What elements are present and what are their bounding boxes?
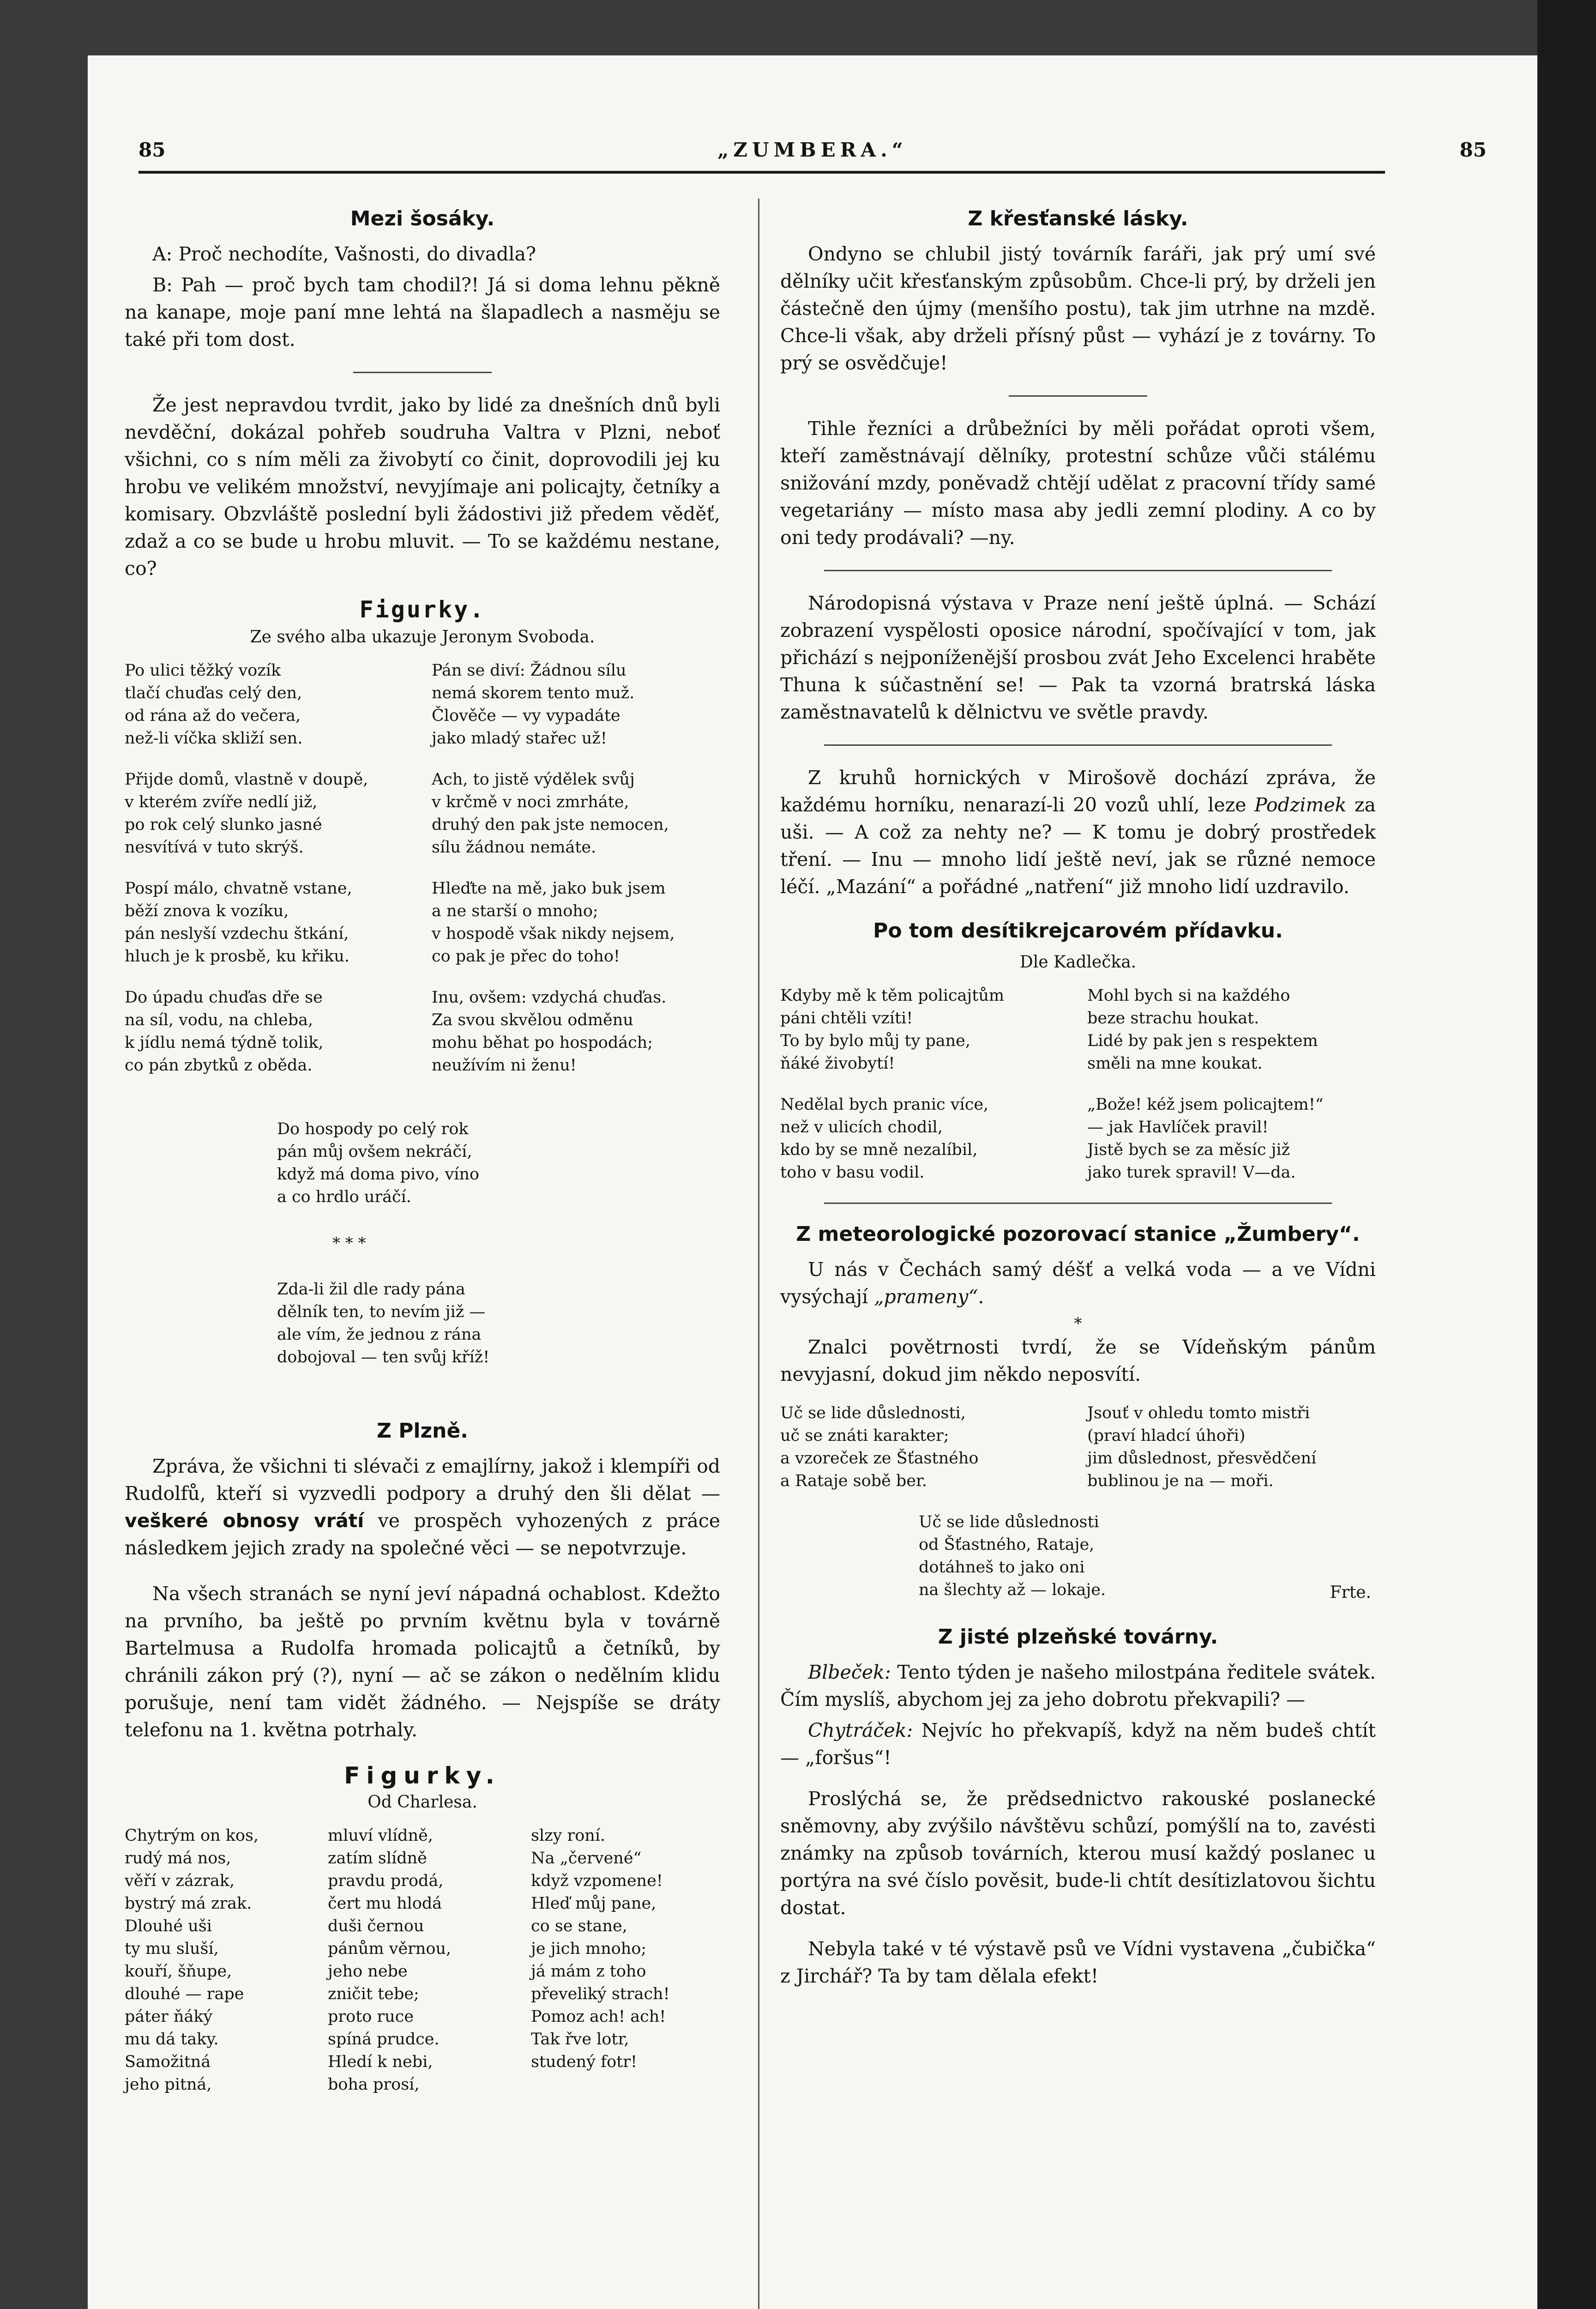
- dialogue-line: A: Proč nechodíte, Vašnosti, do divadla?: [152, 243, 536, 265]
- stanza: Uč se lide důslednosti od Šťastného, Rataje, dotáhneš to jako oni na šlechty až — lokaje.: [919, 1513, 1106, 1599]
- stanza: Hleďte na mě, jako buk jsem a ne starší o mnoho; v hospodě však nikdy nejsem, co pak je přec do toho!: [432, 879, 675, 966]
- poem: [780, 985, 1376, 1184]
- article-paragraph: Národopisná výstava v Praze není ještě úplná. — Schází zobrazení vyspělosti oposice národní, spočívající v tom, jak přichází s nejponíženější prosbou zvát Jeho Excelenci hraběte Thuna k súčastnění se! — Pak ta vzorná bratrská láska zaměstnavatelů k dělnictvu ve světle pravdy.: [780, 592, 1376, 723]
- page-number-right: 85: [1459, 139, 1487, 161]
- header-rule: [139, 171, 1385, 174]
- speaker-name: Blbeček:: [808, 1661, 891, 1683]
- text-run: ve prospěch vyhozených z práce následkem jejich zrady na společné věci — se nepotvrzuje.: [125, 1510, 720, 1559]
- stanza: Pospí málo, chvatně vstane, běží znova k vozíku, pán neslyší vzdechu štkání, hluch je k prosbě, ku křiku.: [125, 879, 352, 966]
- stanza: Mohl bych si na každého beze strachu houkat. Lidé by pak jen s respektem směli na mne koukat.: [1087, 986, 1318, 1073]
- italic-text-run: Podzimek: [1254, 794, 1347, 816]
- stanza: Jsouť v ohledu tomto mistři (praví hladcí úhoři) jim důslednost, přesvědčení bublinou je na — moři.: [1087, 1404, 1317, 1490]
- poem-column: slzy roní. Na „červené“ když vzpomene! Hleď můj pane, co se stane, je jich mnoho; já mám z toho převeliký strach! Pomoz ach! ach! Tak řve lotr, studený fotr!: [531, 1826, 670, 2071]
- stanza: Ach, to jistě výdělek svůj v krčmě v noci zmrháte, druhý den pak jste nemocen, sílu žádnou nemáte.: [432, 770, 669, 857]
- section-title: Z jisté plzeňské továrny.: [938, 1625, 1218, 1649]
- section-title: Mezi šosáky.: [350, 207, 495, 230]
- masthead-title: „ZUMBERA.“: [717, 139, 908, 161]
- separator: [824, 570, 1332, 571]
- poem-column: mluví vlídně, zatím slídně pravdu prodá, čert mu hlodá duši černou pánům věrnou, jeho nebe zničit tebe; proto ruce spíná prudce. Hledí k nebi, boha prosí,: [328, 1826, 452, 2094]
- byline: Dle Kadlečka.: [1019, 953, 1137, 972]
- text-run: .: [978, 1286, 984, 1308]
- poem-column: Chytrým on kos, rudý má nos, věří v zázrak, bystrý má zrak. Dlouhé uši ty mu sluší, kouří, šňupe, dlouhé — rape páter ňáký mu dá taky. Samožitná jeho pitná,: [125, 1826, 259, 2094]
- stanza: Uč se lide důslednosti, uč se znáti karakter; a vzoreček ze Šťastného a Rataje sobě ber.: [780, 1404, 979, 1490]
- section-title: Z Plzně.: [376, 1419, 469, 1443]
- section-title: Po tom desítikrejcarovém přídavku.: [873, 919, 1283, 943]
- article-paragraph: Tihle řezníci a drůbežníci by měli pořádat oproti všem, kteří zaměstnávají dělníky, protestní schůze vůči stálému snižování mzdy, poněvadž chtějí udělat z pracovní třídy samé vegetariány — místo masa aby jedli zemní plodiny. A co by oni tedy prodávali? —ny.: [780, 417, 1376, 549]
- separator: [824, 1203, 1332, 1204]
- stanza: Kdyby mě k těm policajtům páni chtěli vzíti! To by bylo můj ty pane, ňáké živobytí!: [780, 986, 1005, 1073]
- stanza: Do úpadu chuďas dře se na síl, vodu, na chleba, k jídlu nemá týdně tolik, co pán zbytků z oběda.: [125, 988, 324, 1075]
- byline: Od Charlesa.: [367, 1793, 477, 1812]
- italic-text-run: „prameny“: [874, 1286, 978, 1308]
- stanza: Inu, ovšem: vzdychá chuďas. Za svou skvělou odměnu mohu běhat po hospodách; neužívím ni ženu!: [432, 988, 667, 1075]
- bold-text-run: veškeré obnosy vrátí: [125, 1510, 364, 1532]
- asterism: *: [1074, 1314, 1082, 1333]
- stanza: Po ulici těžký vozík tlačí chuďas celý den, od rána až do večera, než-li víčka skliží sen.: [125, 661, 303, 748]
- article-paragraph: Proslýchá se, že prědsednictvo rakouské poslanecké sněmovny, aby zvýšilo návštěvu schůzí, pomýšlí na to, zavésti známky na způsob továrních, kterou musí každý poslanec u portýra na své číslo pověsit, bude-li chtít desítizlatovou šichtu dostat.: [780, 1788, 1376, 1919]
- left-column: [125, 199, 720, 2096]
- asterism: * * *: [332, 1234, 366, 1252]
- article-paragraph: Na všech stranách se nyní jeví nápadná ochablost. Kdežto na prvního, ba ještě po prvním květnu byla v továrně Bartelmusa a Rudolfa hromada policajtů a četníků, by chránili zákon prý (?), nyní — ač se zákon o nedělním klidu porušuje, není tam vidět žádného. — Nejspíše se dráty telefonu na 1. května potrhaly.: [125, 1583, 720, 1741]
- page-header: [88, 134, 1537, 166]
- text-run: Zpráva, že všichni ti slévači z emajlírny, jakož i klempíři od Rudolfů, kteří si vyzvedli podpory a druhý den šli dělat —: [125, 1455, 720, 1505]
- section-title: Figurky.: [344, 1762, 501, 1789]
- column-divider: [758, 199, 759, 2309]
- separator: [1009, 395, 1147, 397]
- stanza: Přijde domů, vlastně v doupě, v kterém zvíře nedlí již, po rok celý slunko jasné nesvítívá v tuto skrýš.: [125, 770, 368, 857]
- article-paragraph: [125, 1453, 720, 1562]
- stanza: Pán se diví: Žádnou sílu nemá skorem tento muž. Člověče — vy vypadáte jako mladý stařec už!: [432, 661, 635, 748]
- stanza-text: Do hospody po celý rok pán můj ovšem nekráčí, když má doma pivo, víno a co hrdlo uráčí.: [277, 1120, 480, 1206]
- text-run: Tento týden je našeho milostpána ředitele svátek. Čím myslíš, abychom jej za jeho dobrotu překvapili? —: [780, 1661, 1376, 1711]
- text-run: Z kruhů hornických v Mirošově dochází zpráva, že každému horníku, nenarazí-li 20 vozů uhlí, leze: [780, 767, 1376, 816]
- page-number-left: 85: [139, 139, 166, 161]
- dialogue-line: [780, 1659, 1376, 1713]
- right-column: [780, 199, 1376, 1994]
- stanza: „Bože! kéž jsem policajtem!“ — jak Havlíček pravil! Jistě bych se za měsíc již jako turek spravil! V—da.: [1087, 1095, 1324, 1182]
- poem: [780, 1402, 1376, 1602]
- section-title: Z křesťanské lásky.: [968, 207, 1188, 230]
- article-paragraph: [780, 1256, 1376, 1311]
- speaker-name: Chytráček:: [808, 1719, 913, 1741]
- separator: [353, 372, 492, 373]
- text-run: U nás v Čechách samý déšť a velká voda — a ve Vídni vysýchají: [780, 1258, 1376, 1308]
- poem: [125, 659, 720, 1391]
- article-paragraph: Znalci povětrnosti tvrdí, že se Vídeňským pánům nevyjasní, dokud jim někdo neposvítí.: [780, 1336, 1376, 1385]
- poem: [125, 1825, 720, 2096]
- stanza: Nedělal bych pranic více, než v ulicích chodil, kdo by se mně nezalíbil, toho v basu vodil.: [780, 1095, 989, 1182]
- byline: Ze svého alba ukazuje Jeronym Svoboda.: [250, 628, 595, 647]
- text-run: za uši. — A což za nehty ne? — K tomu je dobrý prostředek tření. — Inu — mnoho lidí ještě neví, jak se různé nemoce léčí. „Mazání“ a pořádné „natření“ již mnoho lidí uzdravilo.: [780, 794, 1376, 898]
- dialogue-line: [780, 1717, 1376, 1771]
- stanza: [277, 1095, 720, 1391]
- text-run: Nejvíc ho překvapíš, když na něm budeš chtít — „foršus“!: [780, 1719, 1376, 1769]
- article-paragraph: Nebyla také v té výstavě psů ve Vídni vystavena „čubička“ z Jirchář? Ta by tam dělala efekt!: [780, 1938, 1376, 1987]
- article-paragraph: Ondyno se chlubil jistý továrník faráři, jak prý umí své dělníky učit křesťanským způsobům. Chce-li prý, by drželi jen částečně den újmy (menšího postu), tak jim utrhne na mzdě. Chce-li však, aby drželi přísný půst — vyhází je z továrny. To prý se osvědčuje!: [780, 243, 1376, 374]
- article-paragraph: [780, 764, 1376, 901]
- stanza-text: Zda-li žil dle rady pána dělník ten, to nevím již — ale vím, že jednou z rána dobojoval — ten svůj kříž!: [277, 1280, 490, 1366]
- section-title: Figurky.: [359, 596, 486, 623]
- separator: [824, 744, 1332, 746]
- signature: Frte.: [1330, 1583, 1371, 1602]
- scan-edge: [1537, 0, 1596, 2309]
- article-paragraph: Že jest nepravdou tvrdit, jako by lidé za dnešních dnů byli nevděční, dokázal pohřeb soudruha Valtra v Plzni, neboť všichni, co s ním měli za živobytí co činit, doprovodili jej ku hrobu ve velikém množství, nevyjímaje ani policajty, četníky a komisary. Obzvláště poslední byli žádostivi již předem věděť, zdaž a co se bude u hrobu mluvit. — To se každému nestane, co?: [125, 394, 720, 580]
- dialogue-line: B: Pah — proč bych tam chodil?! Já si doma lehnu pěkně na kanape, moje paní mne lehtá na šlapadlech a nasměju se také při tom dost.: [125, 274, 720, 351]
- section-title: Z meteorologické pozorovací stanice „Žumbery“.: [796, 1222, 1360, 1246]
